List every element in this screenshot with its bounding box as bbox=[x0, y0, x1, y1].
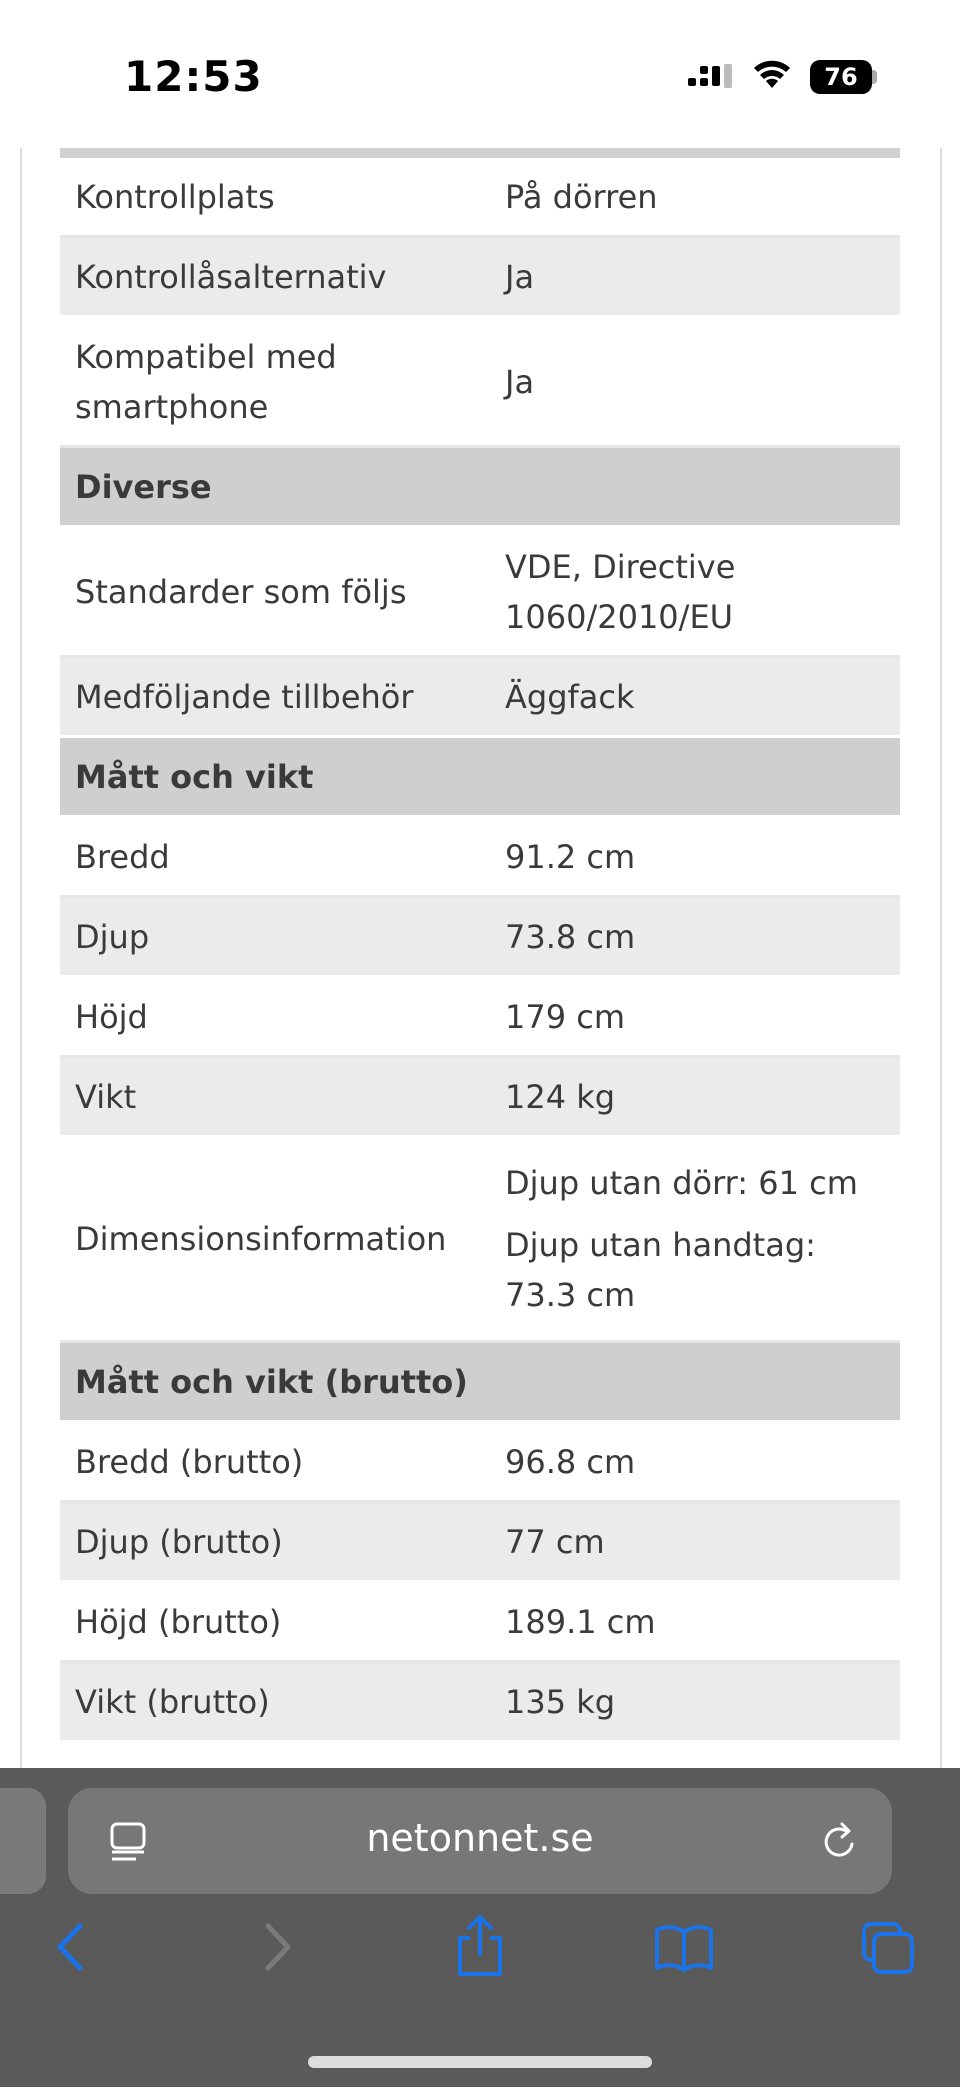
spec-value bbox=[505, 992, 900, 1042]
spec-row bbox=[60, 978, 900, 1058]
spec-value bbox=[505, 1158, 900, 1320]
spec-row bbox=[60, 818, 900, 898]
spec-value bbox=[505, 172, 900, 222]
spec-value bbox=[505, 542, 900, 642]
spec-value bbox=[505, 357, 900, 407]
spec-label: Kontrollplats bbox=[75, 177, 275, 216]
spec-value-line: 91.2 cm bbox=[505, 837, 636, 876]
spec-label: Höjd (brutto) bbox=[75, 1602, 282, 1641]
spec-value bbox=[505, 1677, 900, 1727]
section-header bbox=[60, 738, 900, 818]
section-title: Mått och vikt bbox=[75, 757, 314, 796]
wifi-icon bbox=[752, 58, 792, 90]
status-time: 12:53 bbox=[124, 52, 263, 101]
table-top-bar bbox=[60, 148, 900, 158]
spec-value bbox=[505, 252, 900, 302]
spec-value-line: Ja bbox=[505, 362, 535, 401]
spec-table bbox=[60, 148, 900, 1743]
back-icon[interactable] bbox=[50, 1920, 90, 1974]
spec-row bbox=[60, 158, 900, 238]
spec-value bbox=[505, 1517, 900, 1567]
spec-value-line: 189.1 cm bbox=[505, 1602, 656, 1641]
spec-row bbox=[60, 318, 900, 448]
spec-row bbox=[60, 1138, 900, 1343]
spec-label: Djup (brutto) bbox=[75, 1522, 283, 1561]
spec-value-line: Ja bbox=[505, 257, 535, 296]
browser-toolbar bbox=[0, 1768, 960, 2087]
spec-value bbox=[505, 672, 900, 722]
section-header bbox=[60, 448, 900, 528]
spec-value bbox=[505, 912, 900, 962]
spec-row bbox=[60, 1423, 900, 1503]
battery-icon: 76 bbox=[810, 60, 872, 94]
spec-value-line: På dörren bbox=[505, 177, 658, 216]
bookmarks-icon[interactable] bbox=[654, 1924, 714, 1972]
tabs-icon[interactable] bbox=[860, 1920, 916, 1976]
spec-value-line: 135 kg bbox=[505, 1682, 616, 1721]
spec-row bbox=[60, 1503, 900, 1583]
spec-rows bbox=[60, 158, 900, 1743]
cellular-signal-icon bbox=[688, 64, 736, 94]
spec-label: Bredd (brutto) bbox=[75, 1442, 304, 1481]
spec-value-line: 73.8 cm bbox=[505, 917, 636, 956]
spec-row bbox=[60, 238, 900, 318]
battery-tip bbox=[872, 70, 877, 84]
spec-value-line: 96.8 cm bbox=[505, 1442, 636, 1481]
spec-value-line: Djup utan dörr: 61 cm bbox=[505, 1164, 858, 1202]
spec-label: Vikt (brutto) bbox=[75, 1682, 270, 1721]
section-header bbox=[60, 1343, 900, 1423]
spec-value-line: 179 cm bbox=[505, 997, 626, 1036]
spec-value bbox=[505, 1437, 900, 1487]
address-bar[interactable] bbox=[68, 1788, 892, 1894]
spec-row bbox=[60, 1663, 900, 1743]
forward-icon bbox=[258, 1920, 298, 1974]
spec-value bbox=[505, 1072, 900, 1122]
spec-label: Kontrollåsalternativ bbox=[75, 257, 387, 296]
spec-row bbox=[60, 898, 900, 978]
spec-value-line: VDE, Directive 1060/2010/EU bbox=[505, 547, 736, 636]
spec-row bbox=[60, 658, 900, 738]
spec-label: Dimensionsinformation bbox=[75, 1220, 447, 1258]
address-bar-url: netonnet.se bbox=[366, 1816, 594, 1860]
spec-value-line: 77 cm bbox=[505, 1522, 605, 1561]
spec-label: Djup bbox=[75, 917, 150, 956]
spec-value bbox=[505, 832, 900, 882]
spec-value-line: Djup utan handtag: 73.3 cm bbox=[505, 1226, 816, 1314]
status-bar bbox=[0, 0, 960, 148]
spec-row bbox=[60, 1058, 900, 1138]
section-title: Mått och vikt (brutto) bbox=[75, 1362, 468, 1401]
spec-row bbox=[60, 528, 900, 658]
section-title: Diverse bbox=[75, 467, 212, 506]
spec-label: Kompatibel med smartphone bbox=[75, 337, 337, 426]
spec-label: Bredd bbox=[75, 837, 170, 876]
spec-value-line: Äggfack bbox=[505, 677, 635, 716]
previous-tab-preview[interactable] bbox=[0, 1788, 46, 1894]
spec-label: Medföljande tillbehör bbox=[75, 677, 414, 716]
spec-label: Vikt bbox=[75, 1077, 137, 1116]
home-indicator[interactable] bbox=[308, 2056, 652, 2068]
spec-label: Standarder som följs bbox=[75, 572, 407, 611]
share-icon[interactable] bbox=[454, 1914, 506, 1978]
spec-value-line: 124 kg bbox=[505, 1077, 616, 1116]
reload-icon[interactable] bbox=[818, 1820, 862, 1864]
spec-value bbox=[505, 1597, 900, 1647]
spec-row bbox=[60, 1583, 900, 1663]
spec-label: Höjd bbox=[75, 997, 148, 1036]
